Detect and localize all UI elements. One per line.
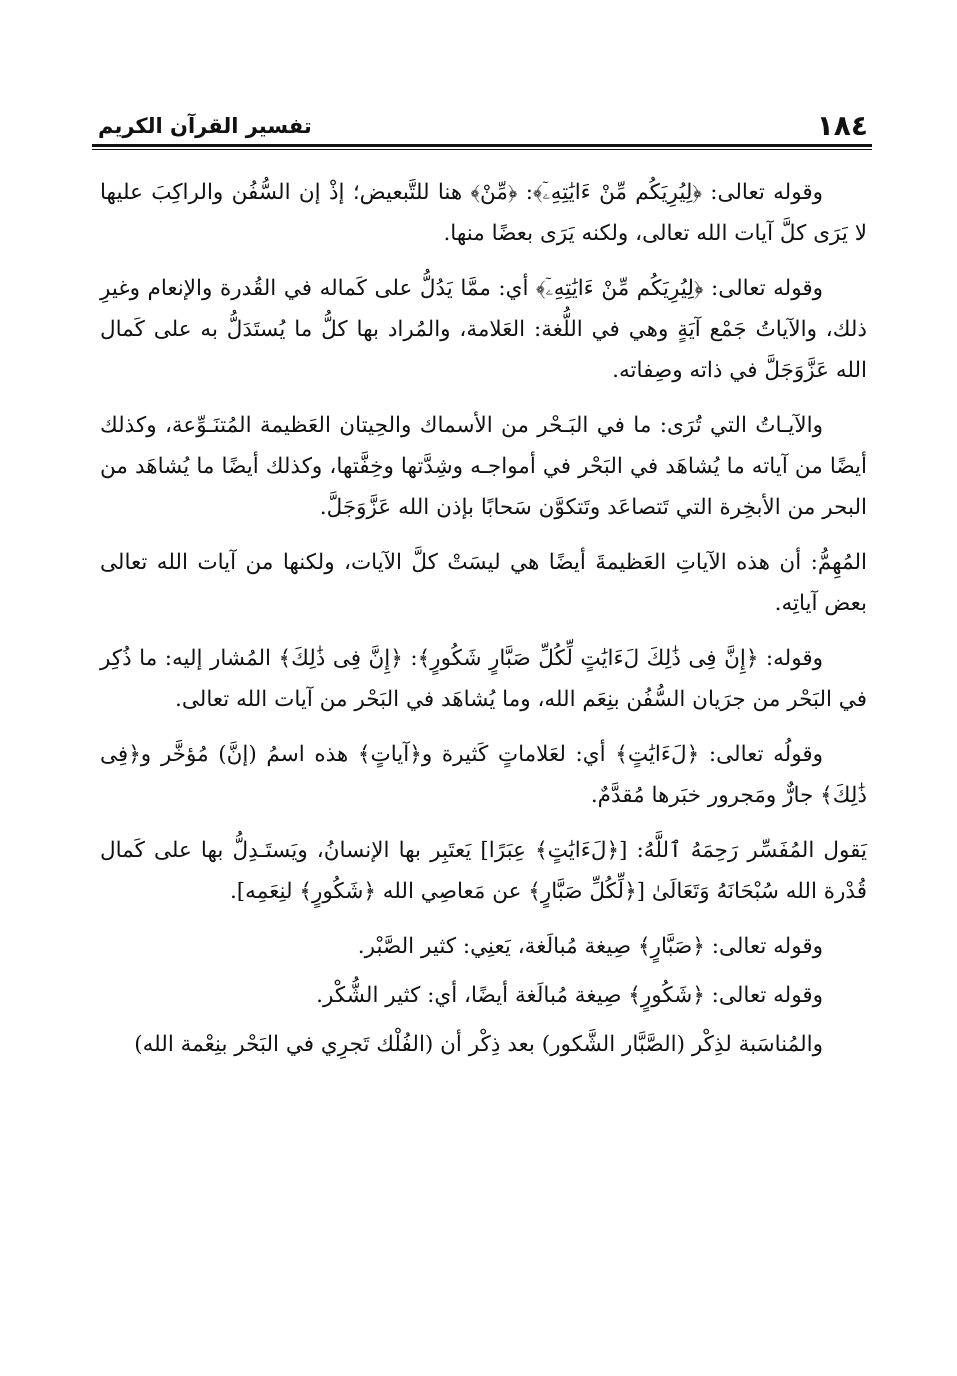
paragraph-8: وقوله تعالى: ﴿صَبَّارٍ﴾ صِيغة مُبالَغة، يَعنِي: كثير الصَّبْر. xyxy=(357,934,823,959)
paragraph-6: وقولُه تعالى: ﴿لَءَايَٰتٍ﴾ أي: لعَلاماتٍ كَثيرة و﴿آياتٍ﴾ هذه اسمُ (إنَّ) مُؤخَّر و﴿فِى ذَٰلِكَ﴾ جارٌّ ومَجرور خبَرها مُقدَّمٌ. xyxy=(100,742,867,808)
page-header xyxy=(92,98,872,142)
header-rule xyxy=(92,144,872,147)
paragraph-5: وقوله: ﴿إِنَّ فِى ذَٰلِكَ لَءَايَٰتٍ لِّكُلِّ صَبَّارٍ شَكُورٍ﴾: ﴿إِنَّ فِى ذَٰلِكَ﴾ المُشار إليه: ما ذُكِر في البَحْر من جرَيان السُّفُن بنِعَم الله، وما يُشاهَد في البَحْر من آيات الله تعالى. xyxy=(100,646,867,712)
paragraph-10: والمُناسَبة لذِكْر (الصَّبَّار الشَّكور) بعد ذِكْر أن (الفُلْك تَجرِي في البَحْر بنِعْمة الله) xyxy=(134,1032,823,1057)
paragraph-1: وقوله تعالى: ﴿لِيُرِيَكُم مِّنْ ءَايَٰتِهِۦٓ﴾: ﴿مِّنْ﴾ هنا للتَّبعيض؛ إذْ إن السُّفُن والراكِبَ عليها لا يَرَى كلَّ آيات الله تعالى، ولكنه يَرَى بعضًا منها. xyxy=(100,180,867,246)
page-number: ١٨٤ xyxy=(816,109,868,142)
book-title: تفسير القرآن الكريم xyxy=(98,114,312,138)
paragraph-3: والآيـاتُ التي تُرَى: ما في البَـحْر من الأسماك والحِيتان العَظيمة المُتنَـوِّعة، وكذلك أيضًا من آياته ما يُشاهَد في البَحْر في أمواجـه وشِدَّتها وخِفَّتها، وكذلك أيضًا ما يُشاهَد من البحر من الأبخِرة التي تَتصاعَد وتَتكوَّن سَحابًا بإذن الله عَزَّوَجَلَّ. xyxy=(100,413,867,520)
header-rule-thin xyxy=(92,149,872,150)
paragraph-2: وقوله تعالى: ﴿لِيُرِيَكُم مِّنْ ءَايَٰتِهِۦٓ﴾ أي: ممَّا يَدُلُّ على كَماله في القُدرة والإنعام وغيرِ ذلك، والآياتُ جَمْع آيَةٍ وهي في اللُّغة: العَلامة، والمُراد بها كلُّ ما يُستَدَلُّ به على كَمال الله عَزَّوَجَلَّ في ذاته وصِفاته. xyxy=(100,276,867,383)
paragraph-7: يَقول المُفَسِّر رَحِمَهُ ٱللَّهُ: [﴿لَءَايَٰتٍ﴾ عِبَرًا] يَعتَبِر بها الإنسانُ، ويَستَـدِلُّ بها على كَمال قُدْرة الله سُبْحَانَهُ وَتَعَالَىٰ [﴿لِّكُلِّ صَبَّارٍ﴾ عن مَعاصِي الله ﴿شَكُورٍ﴾ لنِعَمِه]. xyxy=(100,838,867,904)
paragraph-9: وقوله تعالى: ﴿شَكُورٍ﴾ صِيغة مُبالَغة أيضًا، أي: كثير الشُّكْر. xyxy=(316,983,823,1008)
paragraph-4: المُهِمُّ: أن هذه الآياتِ العَظيمةَ أيضًا هي ليسَتْ كلَّ الآيات، ولكنها من آيات الله تعالى بعض آياتِه. xyxy=(100,550,867,616)
body-text xyxy=(100,172,867,1079)
